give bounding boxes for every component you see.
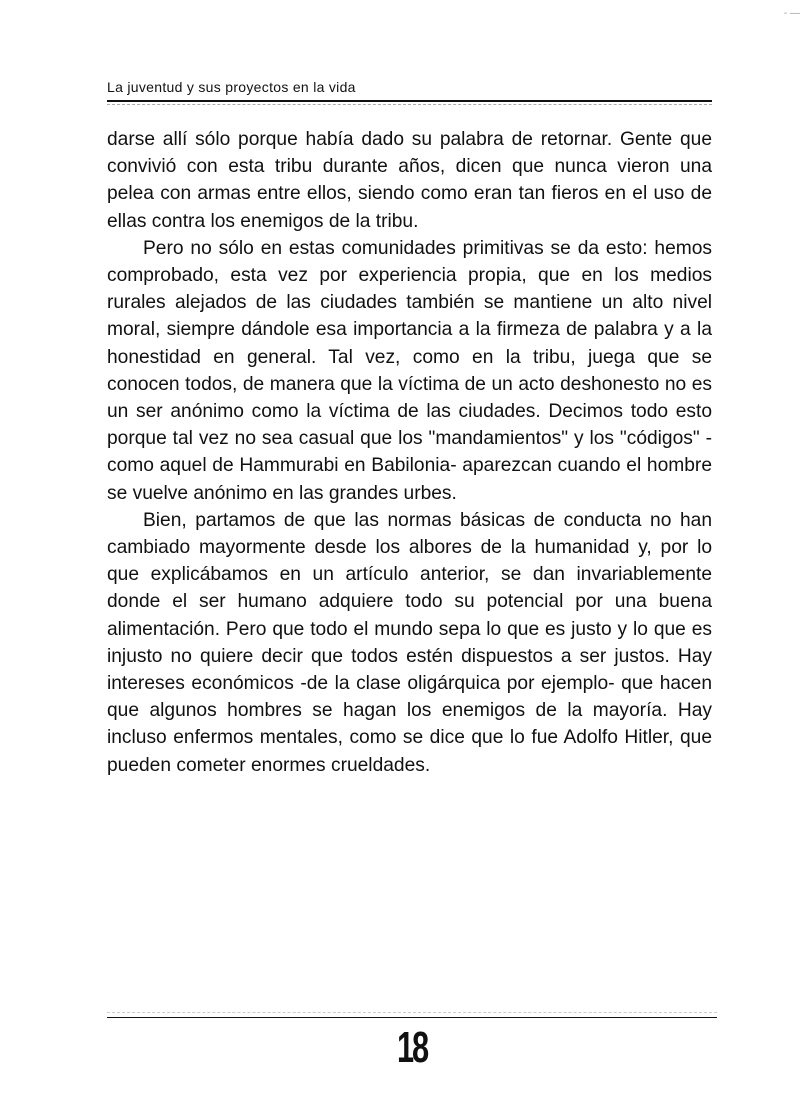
header-rule (107, 100, 712, 102)
footer-rule (107, 1017, 717, 1018)
paragraph-2: Pero no sólo en estas comunidades primitivas se da esto: hemos comprobado, esta vez por experiencia propia, que en los medios rurales alejados de las ciudades también se mantiene un alto nivel moral, siempre dándole esa importancia a la firmeza de palabra y a la honestidad en general. Tal vez, como en la tribu, juega que se conocen todos, de manera que la víctima de un acto deshonesto no es un ser anónimo como la víctima de las ciudades. Decimos todo esto porque tal vez no sea casual que los "mandamientos" y los "códigos" -como aquel de Hammurabi en Babilonia- aparezcan cuando el hombre se vuelve anónimo en las grandes urbes. (107, 237, 712, 504)
header-rule-shadow (107, 104, 712, 105)
paragraph-3: Bien, partamos de que las normas básicas de conducta no han cambiado mayormente desde los albores de la humanidad y, por lo que explicábamos en un artículo anterior, se dan invariablemente donde el ser humano adquiere todo su potencial por una buena alimentación. Pero que todo el mundo sepa lo que es justo y lo que es injusto no quiere decir que todos estén dispuestos a ser justos. Hay intereses económicos -de la clase oligárquica por ejemplo- que hacen que algunos hombres se hagan los enemigos de la mayoría. Hay incluso enfermos mentales, como se dice que lo fue Adolfo Hitler, que pueden cometer enormes crueldades. (107, 509, 712, 776)
running-title: La juventud y sus proyectos en la vida (107, 79, 356, 95)
body-text (107, 126, 712, 779)
footer-rule-shadow (107, 1012, 717, 1013)
page-number: 18 (396, 1023, 428, 1072)
paragraph-1: darse allí sólo porque había dado su palabra de retornar. Gente que convivió con esta tribu durante años, dicen que nunca vieron una pelea con armas entre ellos, siendo como eran tan fieros en el uso de ellas contra los enemigos de la tribu. (107, 129, 712, 232)
scan-artifact-marks: - — (783, 8, 800, 19)
page-header (107, 78, 712, 105)
page-footer (107, 1012, 717, 1072)
